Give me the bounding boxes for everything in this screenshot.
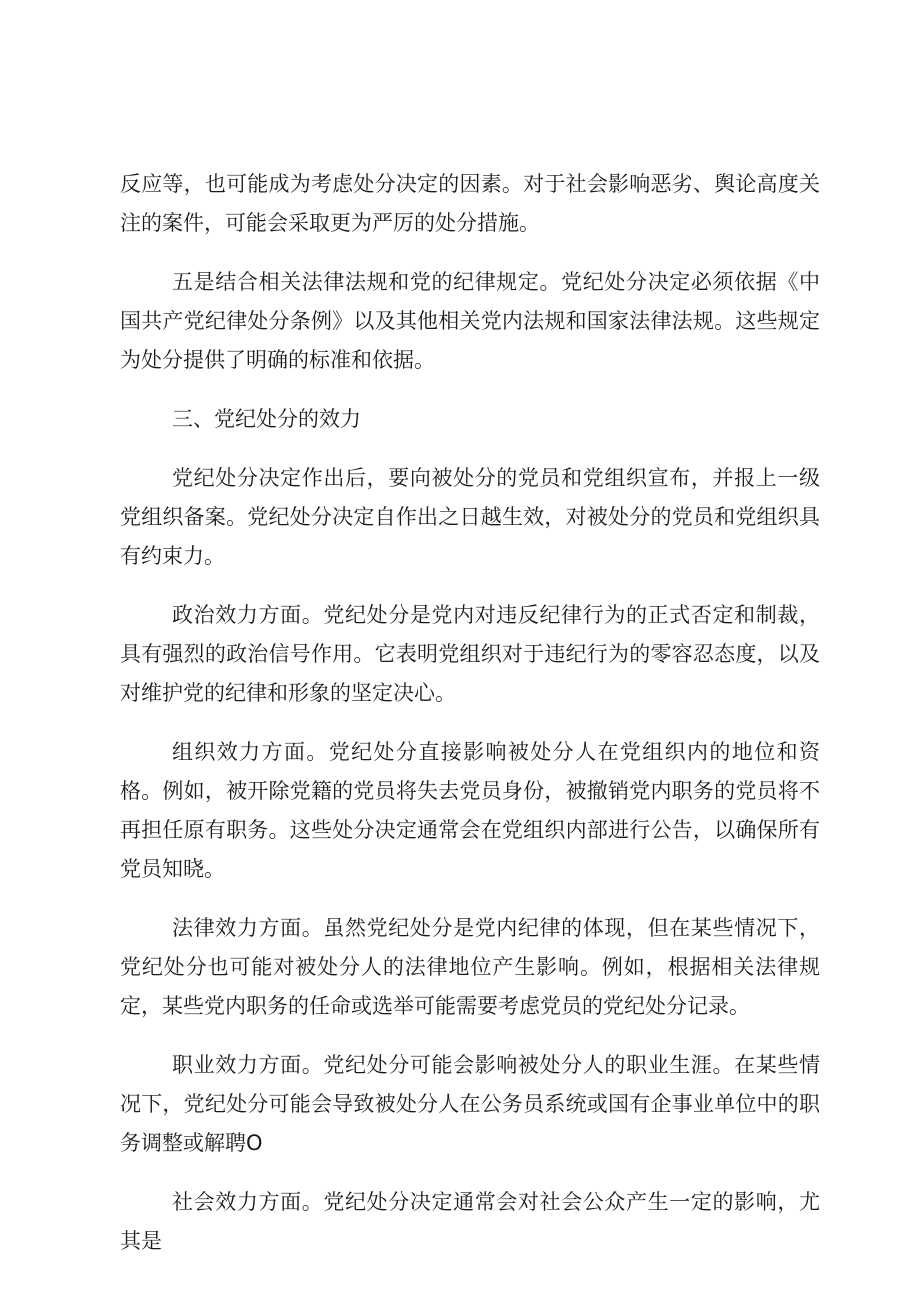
paragraph-7: 职业效力方面。党纪处分可能会影响被处分人的职业生涯。在某些情况下，党纪处分可能会导致被处分人在公务员系统或国有企事业单位中的职务调整或解聘O: [120, 1053, 820, 1155]
paragraph-8: 社会效力方面。党纪处分决定通常会对社会公众产生一定的影响，尤其是: [120, 1190, 820, 1253]
document-body: [120, 165, 820, 1281]
paragraph-1: 反应等，也可能成为考虑处分决定的因素。对于社会影响恶劣、舆论高度关注的案件，可能会采取更为严厉的处分措施。: [120, 172, 820, 235]
section-heading: 三、党纪处分的效力: [172, 407, 361, 431]
paragraph-2: 五是结合相关法律法规和党的纪律规定。党纪处分决定必须依据《中国共产党纪律处分条例》以及其他相关党内法规和国家法律法规。这些规定为处分提供了明确的标准和依据。: [120, 270, 820, 372]
paragraph-5: 组织效力方面。党纪处分直接影响被处分人在党组织内的地位和资格。例如，被开除党籍的党员将失去党员身份，被撤销党内职务的党员将不再担任原有职务。这些处分决定通常会在党组织内部进行公告，以确保所有党员知晓。: [120, 740, 820, 881]
paragraph-3: 党纪处分决定作出后，要向被处分的党员和党组织宣布，并报上一级党组织备案。党纪处分决定自作出之日越生效，对被处分的党员和党组织具有约束力。: [120, 466, 820, 568]
paragraph-6: 法律效力方面。虽然党纪处分是党内纪律的体现，但在某些情况下，党纪处分也可能对被处分人的法律地位产生影响。例如，根据相关法律规定，某些党内职务的任命或选举可能需要考虑党员的党纪处分记录。: [120, 916, 820, 1018]
paragraph-4: 政治效力方面。党纪处分是党内对违反纪律行为的正式否定和制裁，具有强烈的政治信号作用。它表明党组织对于违纪行为的零容忍态度，以及对维护党的纪律和形象的坚定决心。: [120, 603, 820, 705]
